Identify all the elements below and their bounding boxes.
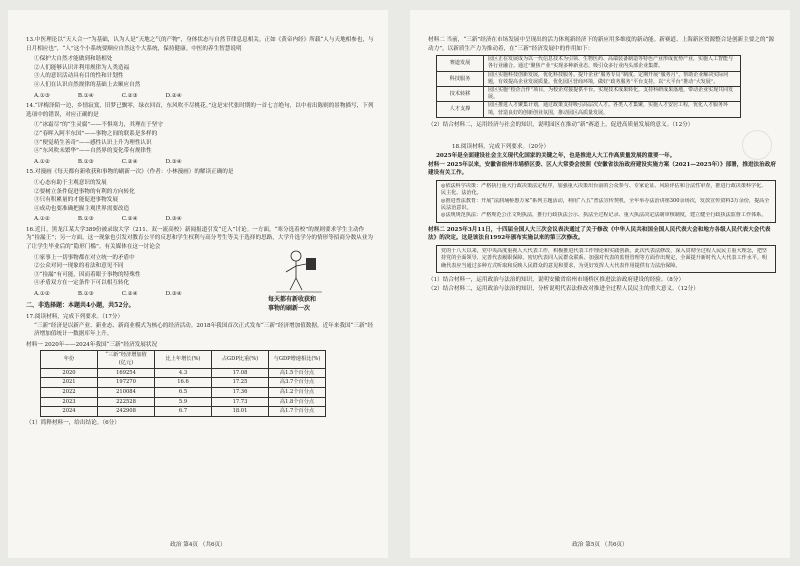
measure-item: ◎法规规范执法：严格规范公正文明执法，推行行政执法公示、执法全过程记录、重大执法决定法制审核制度，建立健全行政执法监督工作体系。 [441,212,767,219]
measure-item: ◎依法科学决策：严格执行重大行政决策法定程序，加强重大决策出台前的公众参与、专家论证、风险评估和合法性审查，推进行政决策科学化、民主化、法治化。 [441,182,767,197]
left-exam-page [8,10,388,558]
table-row [41,397,326,407]
question-line: ①保护大自然才能做到和谐相处 [34,56,113,63]
question-block [26,36,374,53]
table-cell: 16.6 [155,378,212,388]
answer-option: C.②④ [121,158,138,165]
table-header-cell: “三新”经济增加值(亿元) [98,350,155,368]
table-cell: 2023 [41,397,98,407]
q17-subquestion-2: （2）结合材料二，运用经济与社会的知识，说明园区在推动“新”赛道上，促进高质量发展的意义。（12分） [428,121,694,128]
answer-option: A.①③ [34,92,50,99]
table-row [41,378,326,388]
table-cell: 242908 [98,407,155,417]
park-table-value: 园区实施“校企合作”项目，为校企对接提供平台。实现技术成果转化，支持科研成果落地，带动企业实现共同发展。 [484,87,741,102]
question-line: 15.对漫画《每天都有新收获和事物的刷新一次》（作者：小林漫画）的解读正确的是 [26,169,234,176]
park-table-row [437,102,741,117]
material-1-text: 材料一 2025年以来，安徽省宿州市埇桥区委、区人大常委会按照《安徽省法治政府建设实施方案（2021—2025年）》部署，推进法治政府建设有关工作。 [428,161,776,177]
table-cell: 4.3 [155,368,212,378]
table-header-cell: 比上年增长(%) [155,350,212,368]
answer-option: C.②④ [121,216,138,223]
table-cell: 2020 [41,368,98,378]
q17-line: 17.阅读材料，完成下列要求。（17分） [26,314,124,321]
question-line: ④人们在认识自然规律的基础上去顺应自然 [34,81,141,88]
answer-options [26,158,374,167]
table-cell: 2024 [41,407,98,417]
page-footer: 政治 第4页 （共6页） [170,542,226,548]
q17-line: “三新”经济是以新产业、新业态、新商业模式为核心的经济活动。2018年我国首次正式发布“三新”经济增加值数据。近年来我国“三新”经济增加值统计一数据库年上升。 [34,322,374,338]
table-cell: 18.01 [212,407,269,417]
q18-heading: 18.阅读材料，完成下列要求。（20分） [452,144,550,151]
q18-intro: 2025年是全面建设社会主义现代化国家的关键之年，也是推进人大工作高质量发展的重要一年。 [436,153,676,159]
cartoon-illustration [266,244,346,316]
park-table-row [437,87,741,102]
table-cell: 197270 [98,378,155,388]
table-cell: 高3.7个百分点 [269,378,326,388]
material-2-text: 材料二 当前，“三新”经济在市场发展中呈现出的活力体现新经济下的新应用多维度的新动能。新赛道、上海新区资源整合是创新主要之的“源动力”。以新质生产力为推动着，在“三新”经济发展中的作用如下： [428,37,774,52]
answer-option: C.②③ [121,92,138,99]
question-line: ①“冰霜尽”的“生灵腐”——不惧寒力，其理在于坚守 [34,122,163,129]
subquestion: （1）结合材料一，运用政治与法治的知识，说明安徽省宿州市埇桥区推进法治政府建设的经验。（8分） [428,277,685,284]
answer-option: B.①③ [77,158,94,165]
watermark-seal-icon [742,130,772,160]
table-row [41,407,326,417]
table-cell: 17.08 [212,368,269,378]
question-line: ③人的意识活动具有目的性和计划性 [34,73,124,80]
question-block [26,55,374,89]
park-table-key: 赛道发展 [437,56,484,71]
law-text: 党的十八大以来，党中央高度重视人大代表工作，积极推进代表工作理论和实践创新。此次代表法修改，深入贯彻全过程人民民主重大理念，把坚持党的全面领导、完善代表履职保障、密切代表同人民群众联系、加强对代表的监督管理等方面作出规定，全面提升新时代人大代表工作水平。明确代表应当通过多种方式听取和反映人民群众的意见和要求，为更好发挥人大代表作用提供有力法治保障。 [441,248,768,269]
table-header-row [41,350,326,368]
right-page-content [410,10,790,293]
question-line: ③“捡漏”有可能，因而着眼于事物的特殊性 [34,271,141,278]
table-cell: 高1.2个百分点 [269,387,326,397]
question-line: ③只有积累量的才能促进事物发展 [34,197,118,204]
table-cell: 5.9 [155,397,212,407]
left-page-content [8,10,388,427]
park-table-value: 园区正在发展成为以一代信息技术为引领、生物医药、高端装备制造等特色产业形成优势产业，实施人工智能与各行业融合。通过“聚焦产业”实现多种新业态，吸引众多行业内头部企业集群。 [484,56,741,71]
question-block [26,102,374,119]
question-line: ①家事上一切事物都在对立统一的矛盾中 [34,254,135,261]
cartoon-caption: 每天都有新收获和 [268,296,317,303]
table-cell: 高1.7个百分点 [269,407,326,417]
park-table-key: 技术转移 [437,87,484,102]
question-line: ②公众对同一现象的看法和意见不同 [34,263,124,270]
table-cell: 17.36 [212,387,269,397]
q17-subquestion: （1）简释材料一，给出结论。（6分） [26,419,120,426]
section-title: 二、非选择题：本题共4小题，共52分。 [26,301,135,309]
table-row [41,387,326,397]
answer-options [26,92,374,101]
answer-option: A.①② [34,158,50,165]
right-exam-page [410,10,790,558]
question-block [26,168,374,177]
table-header-cell: 占GDP比重(%) [212,350,269,368]
economy-table [40,350,326,417]
question-line: ②“春晖入阿半东国”——事物之间的联系是多样的 [34,130,158,137]
measure-item: ◎推进普法教育：开展“法润埇桥惠万家”系列主题活动，利用“八五”普法宣传契机，全年举办法治讲座300余场次，发放宣传资料3万余份，提高全民法治意识。 [441,197,770,211]
table-cell: 17.73 [212,397,269,407]
question-line: 14.“评梅泽陌一边，乡情寂寞，旧梦已飘零，绿衣回首，东风吹不尽桃花。”这是宋代张时期的一首七言绝句，以中看出陈则的景物描写，下列选项中的错误，对应正确的是 [26,103,374,118]
park-table-row [437,71,741,86]
table-cell: 6.7 [155,407,212,417]
question-block [26,179,374,213]
question-block [26,121,374,155]
park-table-row [437,56,741,71]
answer-option: A.①② [34,291,50,298]
answer-options [26,215,374,224]
table-cell: 169254 [98,368,155,378]
question-17 [26,313,374,427]
question-line: ②要树立条件促进事物的有利的方向转化 [34,188,135,195]
answer-option: D.③④ [165,158,182,165]
material-2b-text: 材料二 2025年3月11日，十四届全国人大三次会议表决通过了关于修改《中华人民共和国全国人民代表大会和地方各级人民代表大会代表法》的决定。这是该法自1992年颁布实施以来的第三次修改。 [428,226,771,242]
table-cell: 高1.8个百分点 [269,397,326,407]
answer-option: D.③④ [165,216,182,223]
q18-subquestions [428,276,776,293]
table-row [41,368,326,378]
page-footer: 政治 第5页 （共6页） [572,542,628,548]
question-line: ①心态有助于主观意识的发展 [34,179,107,186]
table-cell: 210084 [98,387,155,397]
park-table-key: 科技服务 [437,71,484,86]
answer-option: C.②④ [121,291,138,298]
question-line: ④“东风吹未繁华”——自然界的变化带有规律性 [34,148,152,155]
park-table-value: 园区推进人才聚集计划，通过政策支持吸引高层次人才。各类人才集聚，实施人才安居工程，优化人才服务环境，营造良好的创新创业氛围，推动园区高质量发展。 [484,102,741,117]
table-title: 材料一 2020年——2024年我国“三新”经济发展状况 [26,342,158,348]
answer-option: D.③④ [165,291,182,298]
question-line: 16.近日，黑龙江某大学389份被录取大学（211、双一流高校）新闻报道引发“迁入”讨论。一方面，“寒分选着校”的规则要求学生主动作为“捡漏王”；另一方面，这一现象也引发对教育公平的反思和学生权利与高分考生等关于选择的思路，大学升选学分的情形等招商分数从业为了让学生毕业后的“隐形门槛”。有关媒体在这一讨论会 [26,226,373,251]
answer-option: B.①③ [77,216,94,223]
question-line: ③“便觉萌生善奇”——感性认识上升为理性认识 [34,139,152,146]
table-header-cell: 年份 [41,350,98,368]
park-table-value: 园区实施科技创新发展，优化科技服务。提升企业“服务专员”制度。定期开展“服务月”，帮助企业解决实际问题，有效提高企业发展质量。优化园区营商环境，做好“政务服务”平台支持，以“大平台”推动“大发展”。 [484,71,741,86]
park-development-table [436,55,741,118]
subquestion: （2）结合材料二，运用政治与法治的知识，分析说明代表法修改对推进全过程人民民主的重大意义。（12分） [428,285,699,292]
question-line: ②人们能够认识并利用规律为人类造福 [34,64,130,71]
question-line: 13.中医理论以“天人合一”为基础，认为人是“天地之气的产物”，身体状态与自然节律息息相关。正如《黄帝内经》所载“人与天地相参也，与日月相应也”，“人”这个小系统要顺应自然这个大系统，保持健康。中医的养生智慧说明 [26,37,374,52]
table-cell: 2021 [41,378,98,388]
answer-option: A.①② [34,216,50,223]
table-cell: 17.25 [212,378,269,388]
representative-law-box [436,245,776,273]
answer-option: B.①④ [77,92,94,99]
park-table-key: 人才支撑 [437,102,484,117]
question-line: ④成功也要准确把握主观世界需要改造 [34,205,130,212]
answer-option: B.①③ [77,291,94,298]
answer-option: D.②④ [165,92,182,99]
table-cell: 6.5 [155,387,212,397]
measures-box [436,180,776,223]
table-cell: 2022 [41,387,98,397]
table-header-cell: 与GDP增速相比(%) [269,350,326,368]
table-cell: 222528 [98,397,155,407]
table-cell: 高1.5个百分点 [269,368,326,378]
cartoon-caption: 事物的刷新一次 [268,305,311,312]
question-line: ④矛盾双方在一定条件下可以相互转化 [34,280,130,287]
table-body [41,368,326,416]
